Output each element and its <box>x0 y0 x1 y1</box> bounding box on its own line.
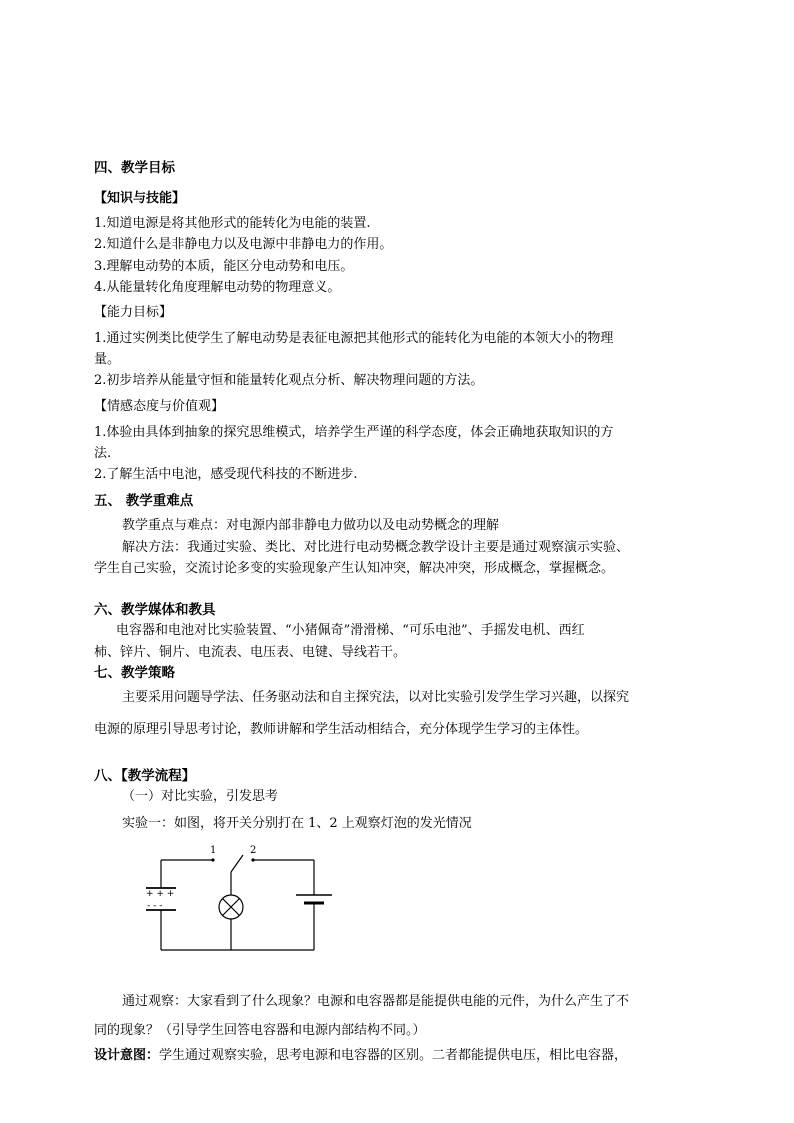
knowledge-item-3: 3.理解电动势的本质，能区分电动势和电压。 <box>94 259 354 274</box>
section-8-subtitle-1: （一）对比实验，引发思考 <box>122 789 279 804</box>
section-7-line-1: 主要采用问题导学法、任务驱动法和自主探究法，以对比实验引发学生学习兴趣，以探究 <box>122 690 630 705</box>
section-8-title: 八、【教学流程】 <box>94 768 196 784</box>
terminal-2-label: 2 <box>250 845 257 856</box>
terminal-1-dot <box>211 858 214 861</box>
section-6-title: 六、教学媒体和教具 <box>94 602 216 618</box>
circuit-diagram <box>140 838 340 958</box>
emotion-item-2: 2.了解生活中电池，感受现代科技的不断进步. <box>94 467 358 482</box>
section-7-line-2: 电源的原理引导思考讨论，教师讲解和学生活动相结合，充分体现学生学习的主体性。 <box>94 722 589 737</box>
capacitor-plus-charges: + + + <box>146 889 175 899</box>
observe-line-1: 通过观察：大家看到了什么现象？电源和电容器都是能提供电能的元件，为什么产生了不 <box>122 994 630 1009</box>
design-intent-text: 学生通过观察实验，思考电源和电容器的区别。二者都能提供电压，相比电容器， <box>159 1048 628 1063</box>
emotion-heading: 【情感态度与价值观】 <box>94 399 225 414</box>
section-7-title: 七、教学策略 <box>94 665 175 681</box>
capacitor-minus-charges: - - - <box>147 901 163 911</box>
knowledge-item-1: 1.知道电源是将其他形式的能转化为电能的装置. <box>94 216 371 231</box>
switch-blade <box>231 855 243 872</box>
experiment-1-text: 实验一：如图，将开关分别打在 1、2 上观察灯泡的发光情况 <box>122 816 472 831</box>
emotion-item-1-line-2: 法. <box>94 446 112 461</box>
knowledge-item-2: 2.知道什么是非静电力以及电源中非静电力的作用。 <box>94 237 393 252</box>
ability-item-1-line-2: 量。 <box>94 352 121 367</box>
observe-line-2: 同的现象？（引导学生回答电容器和电源内部结构不同。） <box>94 1023 426 1038</box>
section-4-title: 四、教学目标 <box>94 160 175 176</box>
section-5-title: 五、 教学重难点 <box>94 493 194 509</box>
design-intent-label: 设计意图： <box>94 1048 160 1063</box>
section-6-line-2: 柿、锌片、铜片、电流表、电压表、电键、导线若干。 <box>94 645 407 660</box>
ability-heading: 【能力目标】 <box>94 305 173 320</box>
section-5-paragraph-2-line-2: 学生自己实验，交流讨论多变的实验现象产生认知冲突，解决冲突，形成概念，掌握概念。 <box>94 561 615 576</box>
emotion-item-1-line-1: 1.体验由具体到抽象的探究思维模式，培养学生严谨的科学态度，体会正确地获取知识的方 <box>94 425 614 440</box>
ability-item-2: 2.初步培养从能量守恒和能量转化观点分析、解决物理问题的方法。 <box>94 373 484 388</box>
terminal-1-label: 1 <box>210 845 217 856</box>
section-6-line-1: 电容器和电池对比实验装置、“小猪佩奇”滑滑梯、“可乐电池”、手摇发电机、西红 <box>116 623 585 638</box>
ability-item-1-line-1: 1.通过实例类比使学生了解电动势是表征电源把其他形式的能转化为电能的本领大小的物理 <box>94 331 614 346</box>
section-5-paragraph-2-line-1: 解决方法：我通过实验、类比、对比进行电动势概念教学设计主要是通过观察演示实验、 <box>122 540 630 555</box>
terminal-2-dot <box>251 858 254 861</box>
knowledge-heading: 【知识与技能】 <box>94 191 186 206</box>
section-5-paragraph-1: 教学重点与难点：对电源内部非静电力做功以及电动势概念的理解 <box>122 518 500 533</box>
design-intent <box>94 1047 627 1065</box>
knowledge-item-4: 4.从能量转化角度理解电动势的物理意义。 <box>94 280 341 295</box>
